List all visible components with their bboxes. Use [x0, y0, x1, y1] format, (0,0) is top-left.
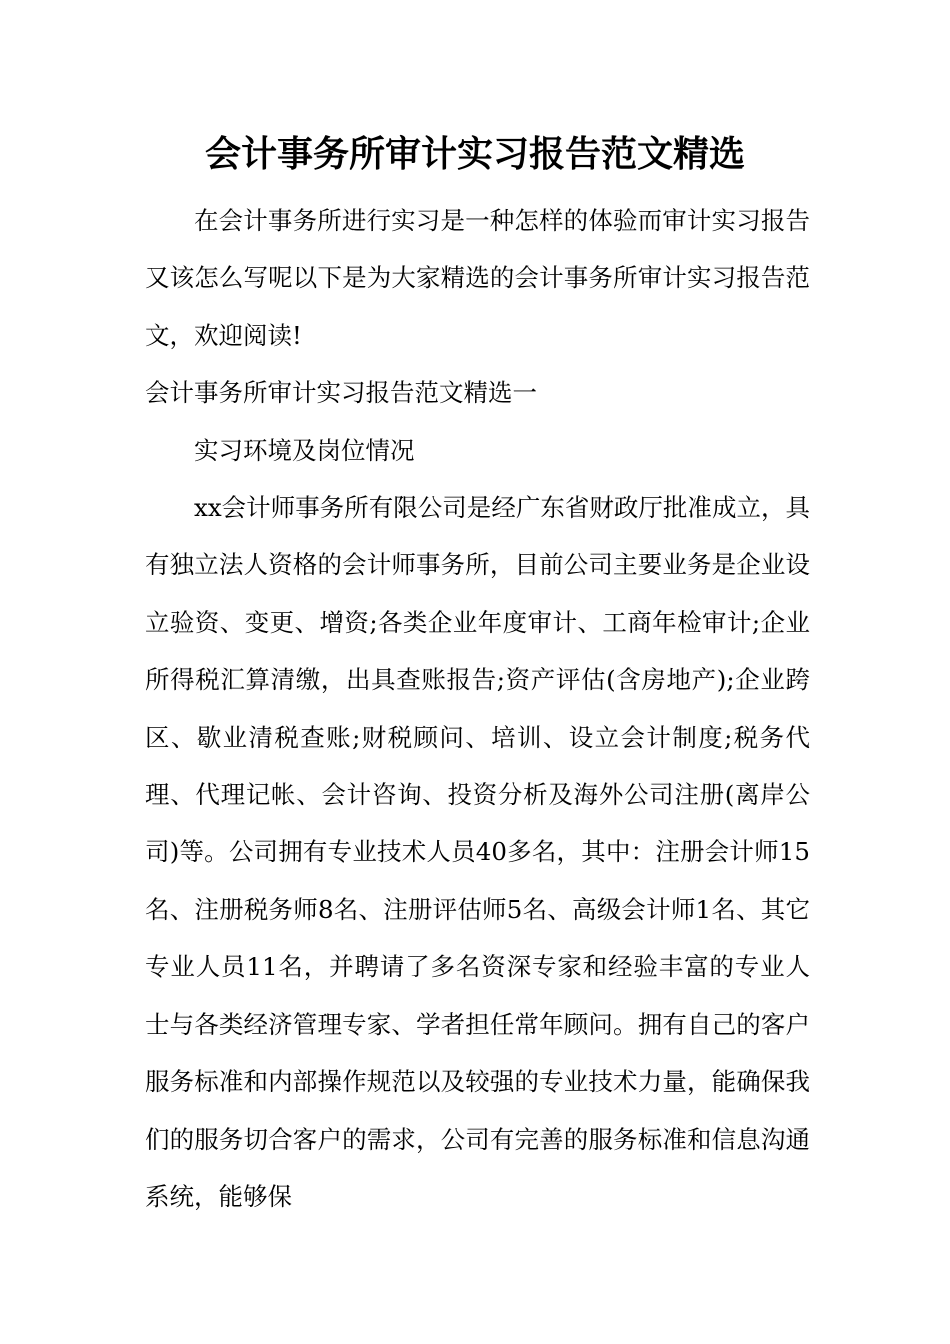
- document-title: 会计事务所审计实习报告范文精选: [204, 133, 745, 175]
- intro-paragraph: 在会计事务所进行实习是一种怎样的体验而审计实习报告又该怎么写呢以下是为大家精选的会计事务所审计实习报告范文，欢迎阅读!: [145, 206, 810, 350]
- subheading: 实习环境及岗位情况: [194, 435, 415, 465]
- section-heading: 会计事务所审计实习报告范文精选一: [145, 378, 537, 408]
- document-body: [145, 192, 810, 1225]
- body-paragraph: xx会计师事务所有限公司是经广东省财政厅批准成立，具有独立法人资格的会计师事务所，目前公司主要业务是企业设立验资、变更、增资;各类企业年度审计、工商年检审计;企业所得税汇算清缴，出具查账报告;资产评估(含房地产);企业跨区、歇业清税查账;财税顾问、培训、设立会计制度;税务代理、代理记帐、会计咨询、投资分析及海外公司注册(离岸公司)等。公司拥有专业技术人员40多名，其中：注册会计师15名、注册税务师8名、注册评估师5名、高级会计师1名、其它专业人员11名，并聘请了多名资深专家和经验丰富的专业人士与各类经济管理专家、学者担任常年顾问。拥有自己的客户服务标准和内部操作规范以及较强的专业技术力量，能确保我们的服务切合客户的需求，公司有完善的服务标准和信息沟通系统，能够保: [145, 493, 810, 1211]
